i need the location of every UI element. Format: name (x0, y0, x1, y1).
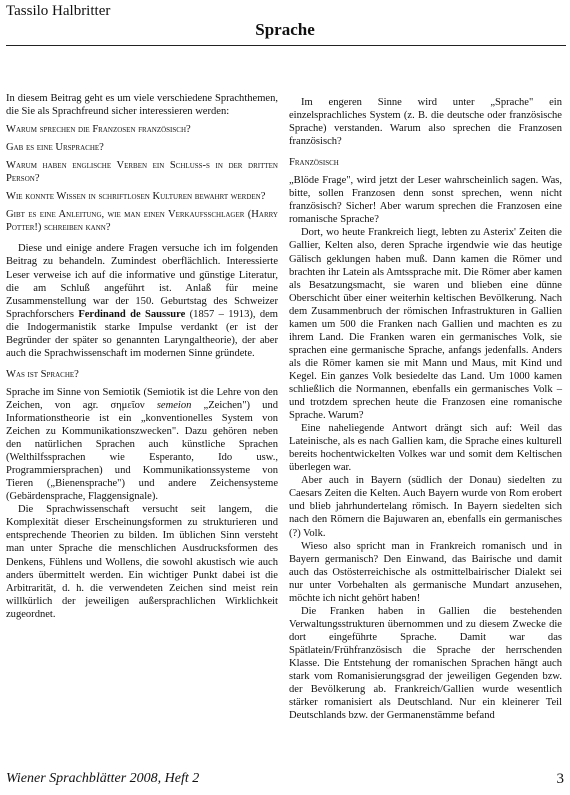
question: Wie konnte Wissen in schriftlosen Kulturen bewahrt werden? (6, 191, 266, 203)
paragraph: Die Sprachwissenschaft versucht seit langem, die Komplexität dieser Erscheinungsformen zu strukturieren und entsprechende Theorien zu bilden. Im üblichen Sinn versteht man unter Sprache die menschlichen Ausdrucksformen des Denkens, Fühlens und Wollens, die sowohl akustisch wie auch anders übermittelt werden. Ein wichtiger Punkt dabei ist die Arbitrarität, d. h. die verwendeten Zeichen sind meist rein willkürlich der jeweiligen außersprachlichen Wirklichkeit zugeordnet. (6, 504, 278, 620)
paragraph: Wieso also spricht man in Frankreich romanisch und in Bayern germanisch? Den Einwand, das Bairische und damit auch das Ostösterreichische als ostmittelbairischer Dialekt sei nur unter Vorbehalten als germanische Mundart anzusehen, möchte ich nicht gehört haben! (289, 540, 562, 604)
paragraph: Im engeren Sinne wird unter „Sprache" ein einzelsprachliches System (z. B. die deutsche oder französische Sprache) verstanden. Warum also sprechen die Franzosen französisch? (289, 97, 562, 148)
question: Warum haben englische Verben ein Schluss-s in der dritten Person? (6, 160, 278, 185)
paragraph: Dort, wo heute Frankreich liegt, lebten zu Asterix' Zeiten die Gallier, Kelten also, deren Sprache irgendwie wie das heutige Gälisch geklungen haben muß. Dann kamen die Römer und brachten ihr Latein als Amtssprache mit. Die Römer aber kamen als Besatzungsmacht, sie waren und blieben eine dünne Oberschicht über einer weiterhin keltischen Bevölkerung. Nach dem Zusammenbruch der römischen Infrastrukturen in Gallien kamen um 500 die Franken nach Gallien und machten es zu ihrem Land. Die Franken waren ein germanisches Volk, sie sprachen eine germanische Sprache, anfangs jedenfalls. Anders als die Römer kamen sie mit Mann und Maus, mit Kind und Kegel. Ein ganzes Volk besiedelte das Land. Um 1000 kamen schließlich die Normannen, ebenfalls ein germanisches Volk – und trotzdem sprechen heute die Franzosen eine romanische Sprache. Warum? (289, 227, 562, 422)
question: Warum sprechen die Franzosen französisch? (6, 124, 191, 136)
paragraph: Die Franken haben in Gallien die bestehenden Verwaltungsstrukturen übernommen und zu diesem Zwecke die dort eingeführte Sprache. Damit war das Spätlatein/Frühfranzösisch die Sprache der herrschenden Klasse. Die Entstehung der romanischen Sprachen hängt auch stark vom Romanisierungsgrad der jeweiligen Gegenden bzw. der Bevölkerung ab. Frankreich/Gallien wurde wesentlich stärker romanisiert als Deutschland. Nur ein kleinerer Teil Deutschlands bzw. der Germanenstämme befand (289, 605, 562, 722)
paragraph: Eine naheliegende Antwort drängt sich auf: Weil das Lateinische, als es nach Gallien kam, die Sprache eines kulturell bereits hochentwickelten Volkes war und somit dem Keltischen überlegen war. (289, 423, 562, 474)
footer-journal: Wiener Sprachblätter 2008, Heft 2 (6, 771, 200, 786)
author: Tassilo Halbritter (6, 3, 111, 19)
section-heading: Was ist Sprache? (6, 368, 79, 380)
greek-word: σημεῖον (110, 399, 145, 411)
paragraph: Aber auch in Bayern (südlich der Donau) siedelten zu Caesars Zeiten die Kelten. Auch Bayern wurde von Rom erobert und blieb jahrhundertelang römisch. In Bayern siedelten sich nach den Römern die Bajuwaren an, ebenfalls ein germanisches (?) Volk. (289, 475, 562, 539)
question: Gibt es eine Anleitung, wie man einen Verkaufsschlager (Harry Potter!) schreiben kann? (6, 209, 278, 234)
paragraph: Sprache im Sinne von Semiotik (Semiotik ist die Lehre von den Zeichen, von agr. σημεῖον semeion „Zeichen") und Informationstheorie ist ein „konventionelles System von Zeichen zu Kommunikationszwecken". Dazu gehören neben den natürlichen Sprachen auch künstliche Sprachen (Welthilfssprachen wie Esperanto, Ido usw., Programmiersprachen) und Kommunikationssysteme von Tieren („Bienensprache") und andere Zeichensysteme (Gebärdensprache, Flaggensignale). (6, 386, 278, 503)
person-name: Ferdinand de Saussure (78, 308, 186, 320)
page-title: Sprache (255, 20, 315, 39)
section-heading: Französisch (289, 157, 339, 169)
header-rule (6, 45, 566, 46)
question: Gab es eine Ursprache? (6, 142, 104, 154)
left-column (6, 92, 278, 621)
right-column (289, 96, 562, 722)
page-number: 3 (556, 771, 564, 787)
paragraph: „Blöde Frage", wird jetzt der Leser wahrscheinlich sagen. Was, bitte, sollen Franzosen denn sonst sprechen, wenn nicht französisch? Sicher! Aber warum sprechen die Franzosen eine romanische Sprache? (289, 175, 562, 226)
intro-paragraph: In diesem Beitrag geht es um viele verschiedene Sprachthemen, die Sie als Sprachfreund sicher interessieren werden: (6, 93, 278, 118)
transliteration: semeion (156, 399, 192, 411)
paragraph: Diese und einige andere Fragen versuche ich im folgenden Beitrag zu behandeln. Zumindest oberflächlich. Interessierte Leser verweise ich auf die informative und günstige Literatur, die am Schluß angeführt ist. Anlaß für meine Zusammenstellung war der 150. Geburtstag des Schweizer Sprachforschers Ferdinand de Saussure (1857 – 1913), dem die Indogermanistik starke Impulse verdankt (er ist der Begründer der später so genannten Laryngaltheorie), der aber auch die Sprachwissenschaft im modernen Sinne gründete. (6, 243, 278, 359)
